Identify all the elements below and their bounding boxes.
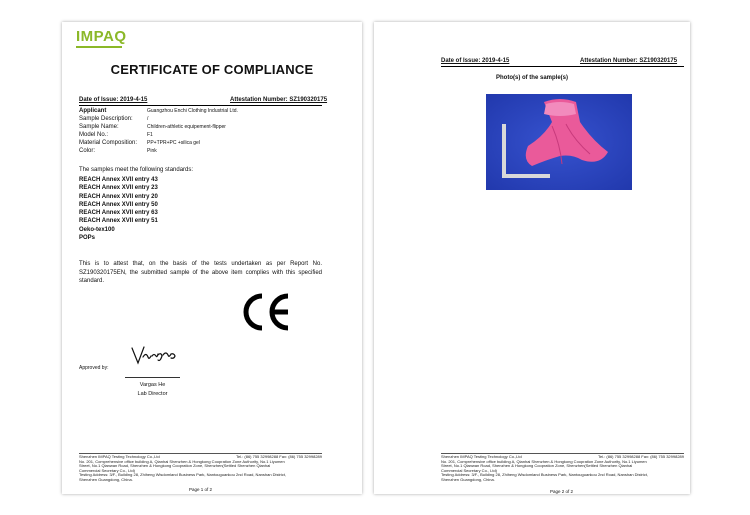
footer-tel-fax: Tel.: (86) 755 32998288 Fax: (86) 755 32998289 [235,454,322,459]
field-value: PP+TPR+PC +silica gel [147,140,200,146]
standards-intro: The samples meet the following standards: [79,167,194,173]
field-label: Sample Name: [79,124,119,130]
signer-name: Vargas He [139,382,166,388]
approved-by-label: Approved by: [79,365,109,371]
footer-line: No. 201, Comprehensive office building A, Qianhai Shenzhen & Hongkong Coopration Zone Authority, No.1 Liyumen [441,458,647,464]
header-rule [79,105,322,106]
field-value: Children-athletic equipement-flipper [147,124,226,130]
footer-line: No. 201, Comprehensive office building A, Qianhai Shenzhen & Hongkong Coopration Zone Authority, No.1 Liyumen [79,458,285,464]
field-sample-name [79,124,226,130]
signature-line [125,377,180,378]
impaq-logo: IMPAQ [76,28,127,45]
field-color [79,148,157,154]
field-label: Material Composition: [79,140,138,146]
footer-line: Shenzhen Guangdong, China. [79,476,133,482]
field-value: / [147,116,149,122]
logo-underline [76,46,122,48]
attestation-paragraph: This is to attest that, on the basis of the tests undertaken as per Report No. SZ190320175EN, the submitted sample of the above item complies with this specified standard. [79,261,322,285]
standards-list [79,176,158,242]
field-label: Sample Description: [79,116,133,122]
certificate-page-1 [62,22,362,494]
footer-line: Shenzhen Guangdong, China. [441,476,495,482]
field-value: Pink [147,148,157,154]
standard-item: REACH Annex XVII entry 43 [79,177,158,183]
date-of-issue: Date of Issue: 2019-4-15 [79,97,148,103]
signer-title: Lab Director [137,391,168,397]
footer-line: Street, No.1 Qianwan Road, Shenzhen & Hongkong Coopration Zone, Shenzhen(Settled Shenzhen Qianhai [79,463,271,469]
field-label: Applicant [79,108,107,114]
attestation-number: Attestation Number: SZ190320175 [230,97,328,103]
footer-text [79,455,322,483]
footer-tel-fax: Tel.: (86) 755 32998288 Fax: (86) 755 32998289 [597,454,684,459]
standard-item: REACH Annex XVII entry 20 [79,193,158,200]
standard-item: POPs [79,235,96,242]
footer-line: Commercial Secretary Co., Ltd) [79,467,136,473]
footer-line: Testing Address: 3/F., Building 28, Zhiheng Wisdomland Business Park, Nantouguankou 2nd Road, Nanshan District, [441,472,649,478]
page-number: Page 1 of 2 [189,487,213,492]
page-number: Page 2 of 2 [550,489,574,494]
standard-item: REACH Annex XVII entry 23 [79,185,158,192]
footer-company: Shenzhen IMPAQ Testing Technology Co.,Ltd [441,454,522,459]
field-applicant [79,108,238,114]
field-sample-description [79,116,148,122]
standard-item: REACH Annex XVII entry 51 [79,218,158,225]
header-rule [441,66,684,67]
photo-title: Photo(s) of the sample(s) [495,75,568,81]
date-of-issue: Date of Issue: 2019-4-15 [441,58,510,64]
signature-icon [130,345,178,367]
certificate-page-2 [374,22,690,494]
standard-item: Oeko-tex100 [79,226,115,233]
field-value: Guangzhou Enchi Clothing Industrial Ltd. [147,108,238,114]
footer-text [441,455,684,483]
footer-line: Commercial Secretary Co., Ltd) [441,467,498,473]
field-label: Model No.: [79,132,109,138]
certificate-title: CERTIFICATE OF COMPLIANCE [110,62,314,77]
standard-item: REACH Annex XVII entry 63 [79,210,158,217]
field-value: F1 [147,132,153,138]
sample-photo [486,94,632,190]
field-material-composition [79,140,200,146]
attestation-number: Attestation Number: SZ190320175 [580,58,678,64]
field-model-no [79,132,153,138]
ce-mark-icon [238,292,294,332]
footer-line: Testing Address: 3/F., Building 28, Zhiheng Wisdomland Business Park, Nantouguankou 2nd Road, Nanshan District, [79,472,287,478]
field-label: Color: [79,148,96,154]
footer-company: Shenzhen IMPAQ Testing Technology Co.,Ltd [79,454,160,459]
footer-line: Street, No.1 Qianwan Road, Shenzhen & Hongkong Coopration Zone, Shenzhen(Settled Shenzhen Qianhai [441,463,633,469]
standard-item: REACH Annex XVII entry 50 [79,201,158,208]
